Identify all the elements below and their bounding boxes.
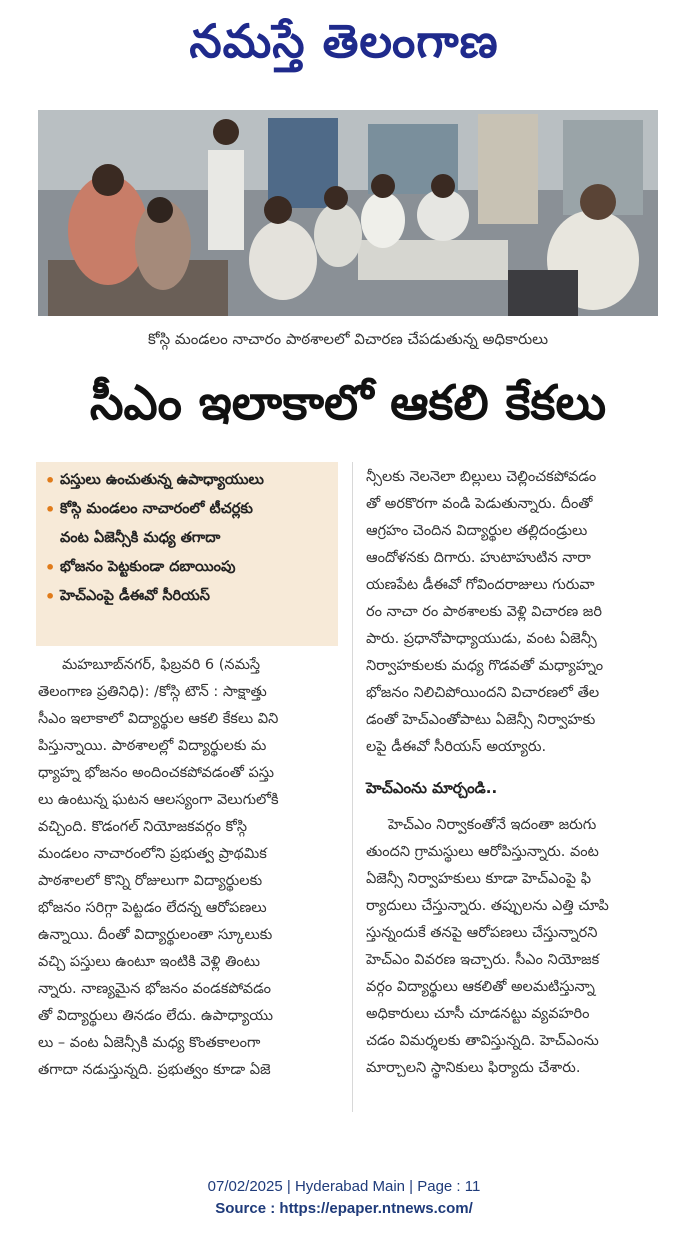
text-line: స్తున్నందుకే తనపై ఆరోపణలు చేస్తున్నారని [366, 925, 598, 941]
text-line: తెలంగాణ ప్రతినిధి): /కోస్గి టౌన్ : సాక్షాత్తు [38, 684, 267, 700]
masthead-logo: నమస్తే తెలంగాణ [189, 14, 499, 68]
article-subheading: హెచ్‌ఎంను మార్చండి.. [366, 779, 498, 797]
text-line: ఆగ్రహం చెందిన విద్యార్థుల తల్లిదండ్రులు [366, 523, 588, 539]
highlight-item: • హెచ్‌ఎంపై డీఈవో సీరియస్ [36, 582, 338, 611]
text-line: హెచ్‌ఎం వివరణ ఇచ్చారు. సీఎం నియోజక [366, 952, 600, 968]
text-line: పారు. ప్రధానోపాధ్యాయుడు, వంట ఏజెన్సీ [366, 631, 597, 647]
text-line: భోజనం సరిగ్గా పెట్టడం లేదన్న ఆరోపణలు [38, 900, 267, 916]
text-line: లపై డీఈవో సీరియస్ అయ్యారు. [366, 739, 547, 755]
text-line: ధ్యాహ్న భోజనం అందించకపోవడంతో పస్తు [38, 765, 274, 781]
text-line: పిస్తున్నాయి. పాఠశాలల్లో విద్యార్థులకు మ [38, 738, 267, 754]
text-line: ర్యాదులు చేస్తున్నారు. తప్పులను ఎత్తి చూపి [366, 898, 609, 914]
footer-source: Source : https://epaper.ntnews.com/ [215, 1200, 473, 1217]
text-line: మార్చాలని స్థానికులు ఫిర్యాదు చేశారు. [366, 1060, 581, 1076]
highlight-item: • పస్తులు ఉంచుతున్న ఉపాధ్యాయులు [36, 466, 338, 495]
text-line: సీఎం ఇలాకాలో విద్యార్థుల ఆకలి కేకలు విని [38, 711, 279, 727]
text-line: మహబూబ్‌నగర్, ఫిబ్రవరి 6 (నమస్తే [62, 657, 261, 673]
text-line: లు – వంట ఏజెన్సీకి మధ్య కొంతకాలంగా [38, 1035, 261, 1051]
text-line: ఏజెన్సీ నిర్వాహకులు కూడా హెచ్‌ఎంపై ఫి [366, 871, 592, 887]
bullet-dot-icon: • [45, 500, 56, 519]
article-column-left [38, 652, 340, 1084]
text-line: మండలం నాచారంలోని ప్రభుత్వ ప్రాథమిక [38, 846, 267, 862]
text-line: ఉన్నాయి. దీంతో విద్యార్థులంతా స్కూలుకు [38, 927, 273, 943]
text-line: చడం విమర్శలకు తావిస్తున్నది. హెచ్‌ఎంను [366, 1033, 599, 1049]
text-line: తో అరకొరగా వండి పెడుతున్నారు. దీంతో [366, 496, 593, 512]
bullet-dot-icon: • [45, 587, 56, 606]
text-line: వచ్చింది. కొడంగల్ నియోజకవర్గం కోస్గి [38, 819, 247, 835]
highlight-item-continued: వంట ఏజెన్సీకి మధ్య తగాదా [60, 530, 221, 546]
photo-caption: కోస్గి మండలం నాచారం పాఠశాలలో విచారణ చేపడుతున్న అధికారులు [147, 330, 549, 348]
text-line: యణపేట డీఈవో గోవిందరాజులు గురువా [366, 577, 595, 593]
text-line: న్నారు. నాణ్యమైన భోజనం వండకపోవడం [38, 981, 271, 997]
classroom-photo-illustration [38, 110, 658, 316]
text-line: భోజనం నిలిచిపోయిందని విచారణలో తేల [366, 685, 600, 701]
text-line: డంతో హెచ్‌ఎంతోపాటు ఏజెన్సీ నిర్వాహకు [366, 712, 596, 728]
text-line: తో విద్యార్థులు తినడం లేదు. ఉపాధ్యాయు [38, 1008, 273, 1024]
text-line: పాఠశాలలో కొన్ని రోజులుగా విద్యార్థులకు [38, 873, 263, 889]
footer-date-edition: 07/02/2025 | Hyderabad Main | Page : 11 [207, 1178, 481, 1195]
text-line: వచ్చి పస్తులు ఉంటూ ఇంటికి వెళ్లి తింటు [38, 954, 260, 970]
text-line: నిర్వాహకులకు మధ్య గొడవతో మధ్యాహ్నం [366, 658, 604, 674]
article-column-right [366, 464, 658, 1082]
article-headline: సీఎం ఇలాకాలో ఆకలి కేకలు [89, 375, 607, 431]
highlight-item: • భోజనం పెట్టకుండా దబాయింపు [36, 553, 338, 582]
text-line: రం నాచా రం పాఠశాలకు వెళ్లి విచారణ జరి [366, 604, 602, 620]
highlight-item: • కోస్గి మండలం నాచారంలో టీచర్లకు [36, 495, 338, 524]
bullet-dot-icon: • [45, 558, 56, 577]
text-line: తుందని గ్రామస్థులు ఆరోపిస్తున్నారు. వంట [366, 844, 599, 860]
column-divider [352, 462, 353, 1112]
text-line: వర్గం విద్యార్థులు ఆకలితో అలమటిస్తున్నా [366, 979, 595, 995]
text-line: అధికారులు చూసీ చూడనట్టు వ్యవహరిం [366, 1006, 590, 1022]
text-line: న్సీలకు నెలనెలా బిల్లులు చెల్లించకపోవడం [366, 469, 597, 485]
bullet-dot-icon: • [45, 471, 56, 490]
text-line: ఆందోళనకు దిగారు. హుటాహుటిన నారా [366, 550, 591, 566]
text-line: లు ఉంటున్న ఘటన ఆలస్యంగా వెలుగులోకి [38, 792, 279, 808]
highlights-box [36, 462, 338, 646]
text-line: హెచ్‌ఎం నిర్వాకంతోనే ఇదంతా జరుగు [388, 817, 597, 833]
text-line: తగాదా నడుస్తున్నది. ప్రభుత్వం కూడా ఏజె [38, 1062, 271, 1078]
news-photo [38, 110, 658, 316]
